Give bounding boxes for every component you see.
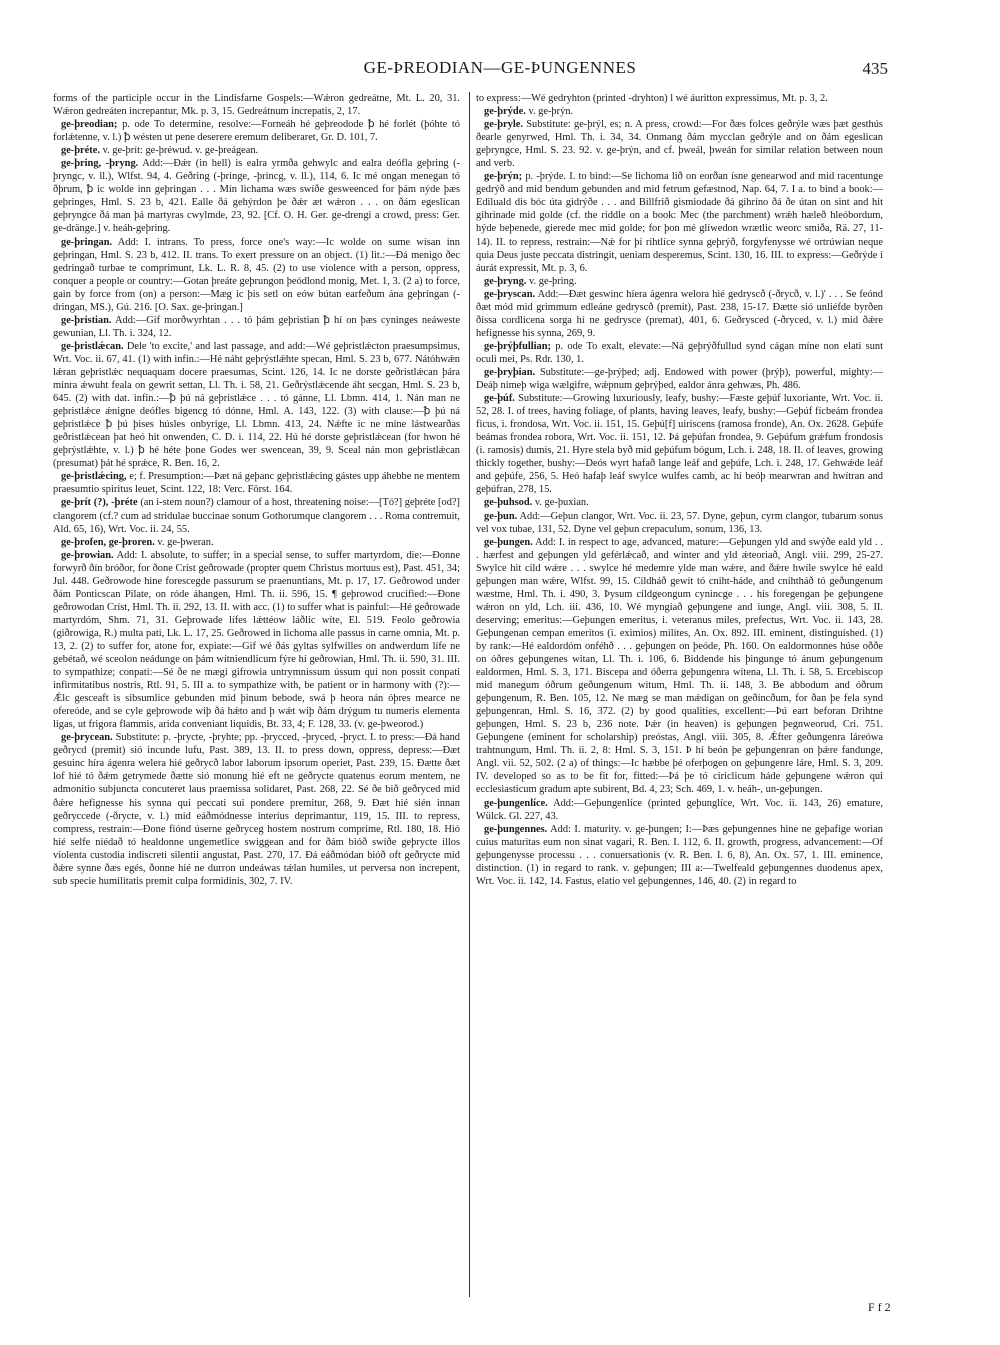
entry-text: v. ge-þrít: ge-þréwud. v. ge-þreágean. xyxy=(102,145,259,157)
headword: ge-þúf. xyxy=(484,393,515,405)
entry-text: v. ge-þrýn. xyxy=(528,106,574,118)
headword: ge-þrýþfullian; xyxy=(484,340,551,352)
entry-text: v. ge-þuxian. xyxy=(534,497,589,509)
entry-text: Dele 'to excite,' and last passage, and add:—Wé geþristlǽcton praesumpsimus, Wrt. Voc. ii. 67, 41. (1) with infin.:—Hé náht geþrýstlǽhte specan, Hml. S. 23 b, 677. Nátóhwǽn lǽran geþristlǽc nequaquam docere praesumas, Scint. 126, 14. Ic ne dorste geðristlǽcan þára mínra ǽwuht feala on gewrit settan, Ll. Th. i. 58, 21. Geðrýstlǽcende áht secgan, Hml. S. 23 b, 645. (2) with dat. infin.:—ꝥ þú ná geþristlǽce . . . tó gánne, Ll. Lbmn. 414, 1. Nán man ne geþristlǽce ǽnigne deófles bigencg tó dónne, Hml. A. 143, 122. (3) with clause:—ꝥ þú ná geþristlǽce ꝥ þú þises húsles onbyrige, Ll. Lbmn. 413, 24. Nǽfte ic ne míne lástwearðas geðristlǽcean þat heó hit onwenden, C. D. i. 114, 22. Hú hé dorste geþristlǽcean (for hwon hé geþrýstlǽhte, v. l.) ꝥ hé héte þone Godes wer swencean, 39, 9. Sceal nán mon geþristlǽcan (presumat) þát hé sprǽce, R. Ben. 16, 2. xyxy=(53,340,460,470)
dictionary-entry xyxy=(53,496,460,535)
dictionary-entry xyxy=(476,288,883,340)
dictionary-entry xyxy=(53,731,460,888)
entry-text: Add:—Gif morðwyrhtan . . . tó þám geþristian ꝥ hí on þæs cyninges neáweste gewunian, Ll. Th. i. 324, 12. xyxy=(53,314,460,339)
entry-text: Substitute: p. -þrycte, -þryhte; pp. -þrycced, -þryced, -þryct. I. to press:—Ðá hand geðrycd (premit) sió incunde lufu, Past. 389, 13. II. to press down, oppress, depress:—Ðæt gesuinc híra ágenra welera hié geðrycð labor laborum ipsorum operiet, Past. 239, 15. Ðætte ðæt lof hié tó ðǽm getrymede ðætte sió monung hié eft ne geðrycte quatenus eorum mentem, ne admonitio subjuncta concuteret laus praemissa solidaret, Past. 268, 22. Sé ðe bið geðryced mid ðǽre hefignesse his synna qui peccati sui pondere premitur, 268, 9. Ðæt hié sién innan geðryccede (-ðrycte, v. l.) mid eáðmódnesse interius deprimantur, 119, 15. III. to repress, compress, restrain:—Ðone fiónd úserne geðryceg hostem nostrum comprime, Rtl. 180, 18. Hió hié selfe niédað tó healdonne ungemetlice swiggean and for ðám bióð swíðe geþrycte illos violenta custodia indiscreti silentii angustat, Past. 270, 17. Ðá eáðmódan bióð oft geðrycte mid ðǽre synne ðæs egés, ðonne hié ne durron undeáwas tǽlan humiles, ut perversa non increpent, sub specie humilitatis premit culpa formidinis, 302, 7. IV. xyxy=(53,732,460,887)
dictionary-entry xyxy=(53,536,460,549)
dictionary-entry xyxy=(53,236,460,314)
entry-text: Add: I. in respect to age, advanced, mature:—Geþungen yld and swýðe eald yld . . . hærfest and geþungen yld geférlǽcað, and winter and yld ǽteoriað, Angl. viii. 299, 25-27. Swylce hit cild wǽre . . . swylce hé medemre ylde man wǽre, and ðǽre hwíle swylce hé eald geþungen man wǽre, Wlfst. 99, 15. Cildháð gewít tó cniht-háde, and cnihtháð tó geðungenum wæstme, Hml. Th. i. 490, 3. Þysum cildgeongum cynincge . . . his foregengan þe geþungene wǽron on yld, Lch. iii. 436, 10. Wé myngiað geþungene and iunge, Angl. viii. 308, 5. II. deserving; emeritus:—Geþungen emeritus, i. veteranus miles, prefectus, Wrt. Voc. ii. 143, 28. Geþungenan cempan emeritos (i. eximios) milites, An. Ox. 892. III. eminent, distinguished. (1) by rank:—Hé ealdordóm onféhð . . . geþungen on þeóde, Ph. 160. On ealdormonnes húse oððe on óðres geþungenes witan, Ll. Th. i. 106, 6. Biddende his þingunge tó ánum geþungenum ealdormen, Hml. S. 3, 171. Biscepa and óðerra geþungenra witena, Ll. Th. i. 58, 5. Ercebiscop mid manegum óðrum geðungenum witum, Hml. Th. ii. 148, 3. Be abbodum and óðrum geþungenum, R. Ben. 105, 12. Ne mæg se man mǽdigan on geðincðum, for ðan þe fela synd geþungenran, Hml. S. 16, 372. (2) by good qualities, excellent:—Þú eart beforan Drihtne geþungen, Hml. S. 23 b, 236 note. Þǽr (in heaven) is geþungen þegnweorud, Cri. 751. Geþungene (eminent for scholarship) preóstas, Angl. viii. 305, 8. Ǽfter geðungenra láreówa trahtnungum, Hml. Th. ii. 2, 8: Hml. S. 3, 151. Þ hí beón þe geþungenran on þǽre fandunge, Angl. vii. 52, 502. (2 a) of things:—Ic hæbbe þé oferþogen on geþungenre láre, Hml. S. 3, 209. IV. developed so as to be fit for, fitted:—Þá þe tó ciriclicum háde geþungene wǽron qui ecclesiasticum gradum apte subirent, Bd. 4, 23; Sch. 469, 1. v. heáh-, un-geþungen. xyxy=(476,536,883,796)
entry-text: to express:—Wé gedryhton (printed -dryhton) l wé áuritton expressimus, Mt. p. 3, 2. xyxy=(476,93,828,104)
dictionary-entry xyxy=(53,157,460,235)
headword: ge-þristlǽcan. xyxy=(61,340,124,352)
dictionary-entry xyxy=(53,118,460,144)
headword: ge-þring, -þryng. xyxy=(61,158,139,170)
entry-text: v. ge-þweran. xyxy=(157,536,214,548)
dictionary-entry xyxy=(476,496,883,509)
dictionary-entry xyxy=(53,549,460,732)
dictionary-entry xyxy=(476,105,883,118)
headword: ge-þrít (?), -þréte xyxy=(61,497,138,509)
page-number: 435 xyxy=(862,59,888,78)
entry-text: Add: I. intrans. To press, force one's way:—Ic wolde on sume wísan inn geþringan, Hml. S. 23 b, 412. II. trans. To exert pressure on an object. (1) lit.:—Ðá menigo ðec gedringað turbae te comprimunt, Lk. L. R. 8, 45. (2) to use violence with a person, oppress, conquer a people or country:—Gotan þreáte geþrungon þeódlond monig, Met. 1, 3. (2 a) to force, gain by force from (on) a person:—Mæg ic þis setl on eów bútan earfeðum ána geþringan (-dringan, MS.), Gú. 216. [O. Sax. ge-þringan.] xyxy=(53,236,460,313)
headword: ge-þristian. xyxy=(61,314,112,326)
entry-text: v. ge-þring. xyxy=(529,275,577,287)
headword: ge-þun. xyxy=(484,510,518,522)
entry-text: p. ode To exalt, elevate:—Ná geþrýðfullud synd cágan míne non elati sunt oculi mei, Ps. Rdr. 130, 1. xyxy=(476,340,883,365)
running-title: GE-ÞREODIAN—GE-ÞUNGENNES xyxy=(363,58,637,77)
entry-text: Add: I. maturity. v. ge-þungen; I:—Þæs geþungennes hine ne geþafige worian cuius maturitas eum non sinat vagari, R. Ben. I. 112, 6. II. growth, progress, advancement:—Of geþungenysse processu . . . conuersationis (v. R. Ben. I. 6, 8), An. Ox. 57, 1. III. eminence, distinction. (1) in regard to rank. v. geþungen; III a:—Twelfeald geþungennes duodenus apex, Wrt. Voc. ii. 142, 14. Fastus, elatio vel geþungennes, 146, 40. (2) in regard to xyxy=(476,823,883,887)
entry-text: Add:—Geþun clangor, Wrt. Voc. ii. 23, 57. Dyne, geþun, cyrm clangor, tubarum sonus vel vox tubae, 131, 52. Dyne vel geþun crepaculum, sonum, 136, 13. xyxy=(476,510,883,535)
headword: ge-þungenlíce. xyxy=(484,797,548,809)
entry-text: forms of the participle occur in the Lindisfarne Gospels:—Wǽron gedreátne, Mt. L. 20, 31. Wǽron gedreáten increpantur, Mk. p. 3, 15. Gedreátnum increpatis, 2, 17. xyxy=(53,93,460,118)
entry-text: p. ode To determine, resolve:—Forneáh hé geþreodode ꝥ hé forlét (þóhte tó forlǽtenne, v. l.) ꝥ wésten ut pene deserere eremum deliberaret, Gr. D. 101, 7. xyxy=(53,119,460,144)
page-header xyxy=(0,58,1000,82)
headword: ge-þrycean. xyxy=(61,732,113,744)
entry-text: Substitute:—ge-þrýþed; adj. Endowed with power (þrýþ), powerful, mighty:—Deáþ nimeþ wiga wælgifre, wǽpnum geþrýþed, ealdor ánra gehwæs, Ph. 486. xyxy=(476,366,883,392)
column-divider xyxy=(469,92,470,1297)
headword: ge-þryscan. xyxy=(484,288,536,300)
headword: ge-þréte. xyxy=(61,145,100,157)
headword: ge-þuhsod. xyxy=(484,497,533,509)
dictionary-entry xyxy=(53,470,460,496)
entry-text: Substitute: ge-þrýl, es; n. A press, crowd:—For ðæs folces geðrýle wæs þæt gesthús ðearle genyrwed, Hml. Th. i. 34, 34. Onmang ðám mycclan geðrýle and on ðám egeslican geþryngce, Hml. S. 23. 92. v. ge-þrýn, and cf. þweál, þweán for similar relation between noun and verb. xyxy=(476,119,883,170)
headword: ge-þristlǽcing, xyxy=(61,471,127,483)
entry-text: Substitute:—Growing luxuriously, leafy, bushy:—Fæste geþúf luxoriante, Wrt. Voc. ii. 52, 28. I. of trees, having foliage, of plants, having leaves, leafy, bushy:—Geþúf fícbeám frondea ficus, i. frondosa, Wrt. Voc. ii. 151, 15. Geþú[f] uiriscens (ramosa fronde), An. Ox. 2628. Geþúfe beámas frondea robora, Wrt. Voc. ii. 151, 12. Þá geþúfan frondea, 9. Geþúfum grǽfum frondosis (i. ramosis) dumis, 21. Hyre stela byð mid geþúfum bógum, Lch. i. 248, 18. II. of leaves, growing thickly together, bushy:—Deós wyrt hafað lange leáf and geþúfe, Lch. i. 248, 17. Gehwǽde leáf and geþúfe, 256, 5. Heó hafaþ leáf swylce wulfes camb, ac hí beóþ mearwran and hwítran and geþúfran, 278, 15. xyxy=(476,393,883,496)
entry-text: e; f. Presumption:—Þæt ná geþanc geþristlǽcing gástes upp áhebbe ne mentem praesumtio spiritus leuet, Scint. 122, 18: Verc. Först. 164. xyxy=(53,471,460,496)
headword: ge-þringan. xyxy=(61,236,113,248)
dictionary-entry xyxy=(53,314,460,340)
dictionary-entry xyxy=(476,340,883,366)
dictionary-entry xyxy=(476,92,883,105)
signature-mark: F f 2 xyxy=(868,1300,891,1314)
entry-text: Add:—Ðǽr (in hell) is ealra yrmða gehwylc and ealra deófla geþring (-þryngc, v. ll.), Wlfst. 94, 4. Geðring (-þringe, -þrincg, v. ll.), 114, 6. Ic mé ongan menegan tó ðþrum, ꝥ ic wolde inn geþringan . . . Mín lichama wæs swíðe gesweenced for þám nýde þæs geþringes, Hml. S. 23 b, 421. Ealle ðá gehýrdon þe ðǽr æt wǽron . . . on ðám egeslican geþryngce ðá man þá martyras cwylmde, 23, 92. [Cf. O. H. Ger. ge-drengi a crowd, press: Ger. ge-dränge.] v. heáh-geþring. xyxy=(53,158,460,235)
headword: ge-þrofen, ge-þroren. xyxy=(61,536,155,548)
dictionary-entry xyxy=(476,118,883,170)
entry-text: Add:—Ðæt geswinc híera ágenra welora hié gedryscð (-ðrycð, v. l.)' . . . Se feónd ðæt mód mid grimmum edleáne gedryscð (premit), Past. 238, 15-17. Ðætte sió unliéfde byrðen ðissa cordlicena sorga hí ne gedrysce (premat), 401, 6. Geðrysced (-ðryced, v. l.) mid ðǽre hefignesse his synna, 269, 9. xyxy=(476,288,883,339)
headword: ge-þungennes. xyxy=(484,823,548,835)
right-column xyxy=(476,92,883,1302)
headword: ge-þungen. xyxy=(484,536,533,548)
dictionary-entry xyxy=(53,340,460,470)
headword: ge-þreodian; xyxy=(61,119,118,131)
dictionary-entry xyxy=(53,144,460,157)
headword: ge-þrýn; xyxy=(484,171,523,183)
dictionary-entry xyxy=(476,823,883,888)
dictionary-entry xyxy=(476,536,883,797)
headword: ge-þrowian. xyxy=(61,549,114,561)
entry-text: p. -þrýde. I. to bind:—Se lichoma lið on eorðan ísne genearwod and mid racentunge gedrýð and mid bendum gebunden and mid fetrum gefæstnod, Nap. 64, 7. I a. to bind a book:—Ediluald dis bóc úta gidrýðe . . . and Billfrið gismiodade ðá gihríno ðá ðe útan on sint and hit gihrinade mid golde (cf. the riddle on a book: Mec (the parchment) wrǽh hæleð hleóbordum, hýde beþenede, gierede mec mid golde; for þon mé glíwedon wrætlic weorc smiða, Rä. 27, 11-14). II. to repress, restrain:—Nǽ for þí rihtlíce synna geþrýð, forgyfenysse wé ortrúwian neque quia Deus juste peccata distringit, ueniam desperemus, Scint. 130, 16. III. to express:—Geðrýde í áurát expressit, Mt. p. 3, 6. xyxy=(476,171,883,274)
headword: ge-þryle. xyxy=(484,119,523,131)
headword: ge-þrýde. xyxy=(484,106,526,118)
dictionary-entry xyxy=(53,92,460,118)
dictionary-entry xyxy=(476,170,883,274)
dictionary-entry xyxy=(476,366,883,392)
dictionary-entry xyxy=(476,797,883,823)
dictionary-entry xyxy=(476,392,883,496)
headword: ge-þryþian. xyxy=(484,366,536,378)
dictionary-entry xyxy=(476,510,883,536)
left-column xyxy=(53,92,460,1302)
entry-text: Add:—Geþungenlíce (printed geþunglíce, Wrt. Voc. ii. 143, 26) emature, Wülck. Gl. 227, 43. xyxy=(476,797,883,822)
headword: ge-þryng. xyxy=(484,275,527,287)
entry-text: (an i-stem noun?) clamour of a host, threatening noise:—[Tó?] geþréte [od?] clangorem (cf.? cum ad stridulae buccinae sonum Gothorumque clangorem . . . Roma contremuit, Ald. 65, 16), Wrt. Voc. ii. 24, 55. xyxy=(53,497,460,535)
dictionary-entry xyxy=(476,275,883,288)
entry-text: Add: I. absolute, to suffer; in a special sense, to suffer martyrdom, die:—Ðonne forwyrð ðín bróðor, for ðone Críst geðrowade (propter quem Christus mortuus est), Past. 451, 34; Jul. 448. Geðrowode hine forescegde passurum se praenuntians, Mt. p. 17, 17. Geðrowod under ðám Ponticscan Pilate, on róde áhangen, Hml. Th. ii. 596, 15. ¶ geþrowod crucified:—Ðone geðrowodan Críst, Hml. Th. ii. 292, 13. II. with acc. (1) to suffer what is painful:—Hé geðrowade martyrdóm, Shm. 71, 31. Geþrowade lífes lǽttéow láðlic wíte, El. 519. Feolo geðrowia (giðrowiga, R.) multa pati, Lk. L. 17, 25. Geðrowed in lichoma alle passus in carne omnia, Mt. p. 13, 2. (2) to suffer for, atone for, expiate:—Gif wé ðás gyltas sylfwilles on andwerdum lífe ne gebétað, wé sceolon neádunge on þám wítniendlicum fýre hí geðrowian, Hml. Th. ii. 590, 31. III. to sympathize; conpati:—Sé ðe ne mægi gifrowia untrymnissum ússum qui non possit conpati infirmitatibus nostris, Rtl. 91, 5. III a. to sympathize with, be patient or in harmony with (?):—Ǽlc gesceaft is sibsumlíce gebunden mid þinum bebode, swá þ heora nán óþres mearce ne ofereóde, and se cyle geþrowode wiþ ðá hǽto and þ wǽt wiþ ðám drýgum tu numeris elementa ligas, ut frigora flammis, arida conveniant liquidis, Bt. 33, 4; F. 128, 33. (v. ge-þweorod.) xyxy=(53,549,460,731)
